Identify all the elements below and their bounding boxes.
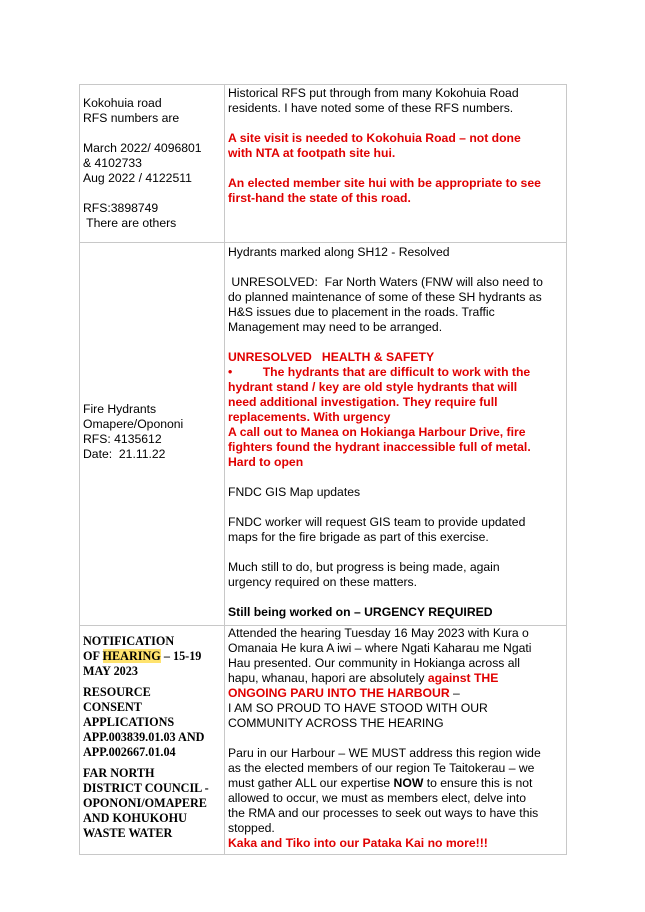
against-text: against THE bbox=[427, 671, 499, 685]
paru-text: allowed to occur, we must as members elect, delve into bbox=[228, 791, 527, 805]
health-safety-text: Hard to open bbox=[228, 455, 304, 469]
hydrants-resolved: Hydrants marked along SH12 - Resolved bbox=[228, 245, 450, 259]
notification-of: OF bbox=[83, 649, 103, 663]
notification-month: MAY 2023 bbox=[83, 664, 138, 678]
council-heading: AND KOHUKOHU bbox=[83, 811, 187, 825]
health-safety-text: hydrant stand / key are old style hydrants that will bbox=[228, 380, 518, 394]
council-heading: FAR NORTH bbox=[83, 766, 155, 780]
hearing-highlight: HEARING bbox=[102, 649, 161, 663]
health-safety-text: need additional investigation. They require full bbox=[228, 395, 498, 409]
rfs-line: Aug 2022 / 4122511 bbox=[83, 171, 192, 185]
right-cell-hearing bbox=[225, 626, 567, 855]
rfs-line: RFS:3898749 bbox=[83, 201, 159, 215]
attended-text bbox=[228, 686, 563, 701]
council-heading: DISTRICT COUNCIL - bbox=[83, 781, 209, 795]
unresolved-text: do planned maintenance of some of these SH hydrants as bbox=[228, 290, 542, 304]
site-visit-note: A site visit is needed to Kokohuia Road – not done bbox=[228, 131, 521, 145]
dash-text: – bbox=[449, 686, 460, 700]
paru-text-part: must gather ALL our expertise bbox=[228, 776, 394, 790]
paru-text: stopped. bbox=[228, 821, 275, 835]
site-hui-note: first-hand the state of this road. bbox=[228, 191, 411, 205]
site-visit-note: with NTA at footpath site hui. bbox=[228, 146, 396, 160]
unresolved-text: UNRESOLVED: Far North Waters (FNW will also need to bbox=[228, 275, 543, 289]
unresolved-text: H&S issues due to placement in the roads. Traffic bbox=[228, 305, 495, 319]
proud-text: I AM SO PROUD TO HAVE STOOD WITH OUR bbox=[228, 701, 488, 715]
health-safety-text: A call out to Manea on Hokianga Harbour Drive, fire bbox=[228, 425, 526, 439]
resource-consent: CONSENT bbox=[83, 700, 142, 714]
left-cell-hearing bbox=[80, 626, 225, 855]
kaka-tiko-text: Kaka and Tiko into our Pataka Kai no more!!! bbox=[228, 836, 488, 850]
progress-text: urgency required on these matters. bbox=[228, 575, 418, 589]
paru-text: as the elected members of our region Te Taitokerau – we bbox=[228, 761, 535, 775]
attended-text: Hau presented. Our community in Hokianga across all bbox=[228, 656, 520, 670]
resource-consent: APP.003839.01.03 AND bbox=[83, 730, 205, 744]
unresolved-text: Management may need to be arranged. bbox=[228, 320, 443, 334]
attended-text bbox=[228, 671, 563, 686]
notification-of-hearing bbox=[83, 649, 222, 664]
hydrants-date: Date: 21.11.22 bbox=[83, 447, 166, 461]
council-heading: OPONONI/OMAPERE bbox=[83, 796, 207, 810]
paru-text: the RMA and our processes to seek out ways to have this bbox=[228, 806, 539, 820]
hydrants-location: Omapere/Opononi bbox=[83, 417, 184, 431]
resource-consent: APPLICATIONS bbox=[83, 715, 175, 729]
rfs-line: There are others bbox=[83, 216, 177, 230]
health-safety-text: replacements. With urgency bbox=[228, 410, 391, 424]
health-safety-text: fighters found the hydrant inaccessible full of metal. bbox=[228, 440, 531, 454]
gis-heading: FNDC GIS Map updates bbox=[228, 485, 361, 499]
intro-text: residents. I have noted some of these RFS numbers. bbox=[228, 101, 514, 115]
paru-text bbox=[228, 776, 563, 791]
notification-date: – 15-19 bbox=[160, 649, 202, 663]
right-cell-hydrants bbox=[225, 243, 567, 626]
table-row-hearing bbox=[80, 626, 567, 855]
kokohuia-subtitle: RFS numbers are bbox=[83, 111, 180, 125]
rfs-line: March 2022/ 4096801 bbox=[83, 141, 202, 155]
notification-title: NOTIFICATION bbox=[83, 634, 175, 648]
now-text: NOW bbox=[393, 776, 424, 790]
resource-consent: RESOURCE bbox=[83, 685, 151, 699]
paru-harbour-text: ONGOING PARU INTO THE HARBOUR bbox=[228, 686, 450, 700]
attended-text: Omanaia He kura A iwi – where Ngati Kaharau me Ngati bbox=[228, 641, 532, 655]
paru-text: Paru in our Harbour – WE MUST address this region wide bbox=[228, 746, 541, 760]
intro-text: Historical RFS put through from many Kokohuia Road bbox=[228, 86, 519, 100]
health-safety-heading: UNRESOLVED HEALTH & SAFETY bbox=[228, 350, 435, 364]
right-cell-kokohuia bbox=[225, 85, 567, 243]
rfs-line: & 4102733 bbox=[83, 156, 142, 170]
left-cell-kokohuia bbox=[80, 85, 225, 243]
table-row-hydrants bbox=[80, 243, 567, 626]
proud-text: COMMUNITY ACROSS THE HEARING bbox=[228, 716, 444, 730]
hydrants-rfs: RFS: 4135612 bbox=[83, 432, 162, 446]
gis-text: FNDC worker will request GIS team to provide updated bbox=[228, 515, 526, 529]
attended-text-part: hapu, whanau, hapori are absolutely bbox=[228, 671, 428, 685]
urgency-note: Still being worked on – URGENCY REQUIRED bbox=[228, 605, 493, 619]
paru-text-part: to ensure this is not bbox=[423, 776, 533, 790]
table-row-kokohuia bbox=[80, 85, 567, 243]
progress-text: Much still to do, but progress is being made, again bbox=[228, 560, 500, 574]
resource-consent: APP.002667.01.04 bbox=[83, 745, 176, 759]
health-safety-text: • The hydrants that are difficult to work with the bbox=[228, 365, 531, 379]
report-table bbox=[79, 84, 567, 855]
hydrants-title: Fire Hydrants bbox=[83, 402, 157, 416]
left-cell-hydrants bbox=[80, 243, 225, 626]
council-heading: WASTE WATER bbox=[83, 826, 173, 840]
kokohuia-title: Kokohuia road bbox=[83, 96, 162, 110]
attended-text: Attended the hearing Tuesday 16 May 2023 with Kura o bbox=[228, 626, 529, 640]
site-hui-note: An elected member site hui with be appropriate to see bbox=[228, 176, 541, 190]
gis-text: maps for the fire brigade as part of this exercise. bbox=[228, 530, 489, 544]
